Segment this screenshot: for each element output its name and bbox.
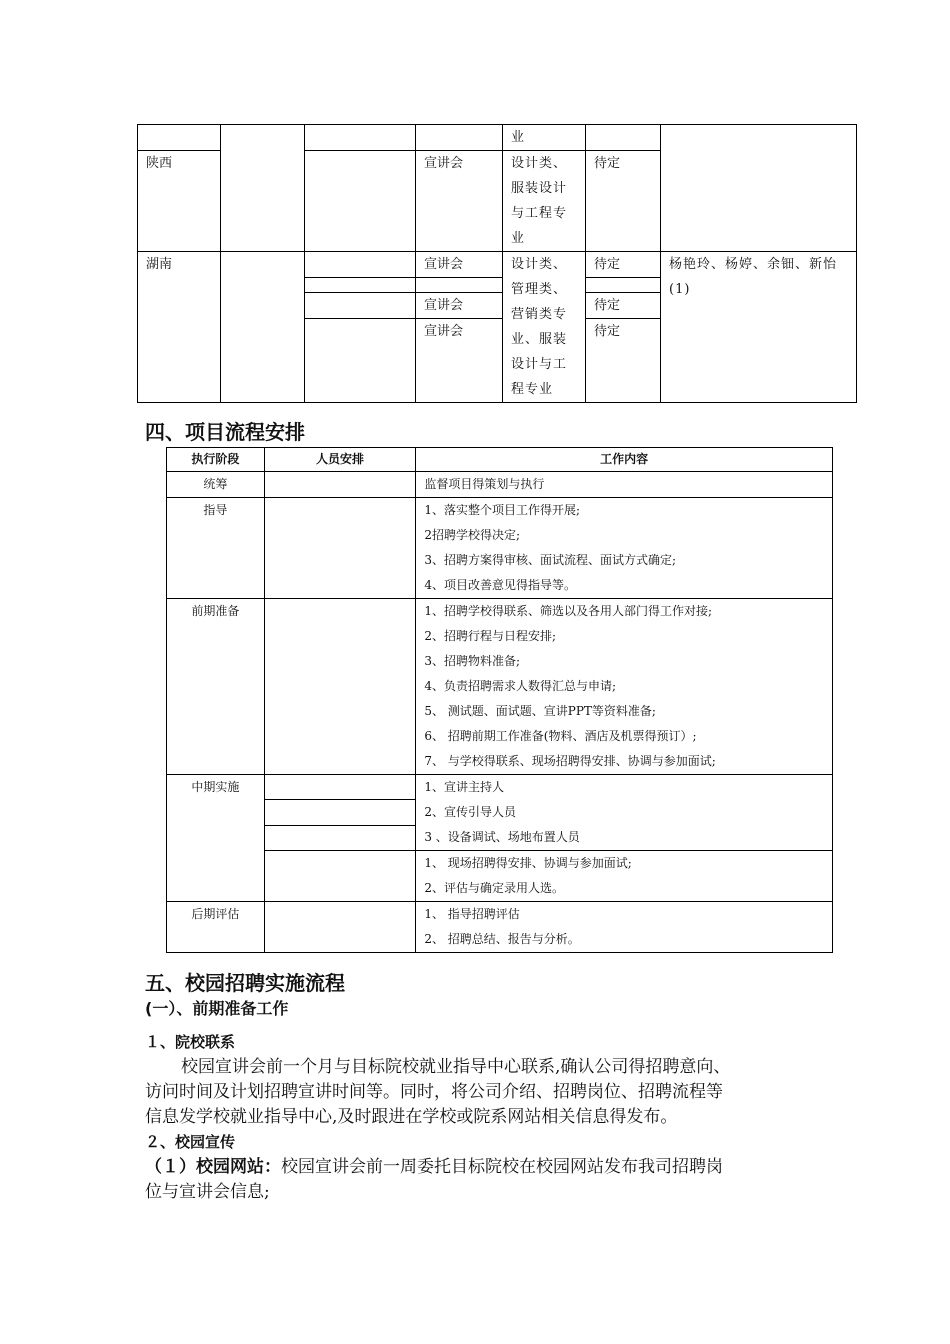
staff-cell — [264, 851, 416, 902]
table-cell — [221, 125, 305, 252]
type-cell: 宣讲会 — [416, 293, 503, 319]
content-cell — [416, 775, 833, 851]
major-line: 管理类、 — [511, 282, 568, 297]
major-line: 设计类、 — [511, 257, 568, 272]
item-2-paragraph — [145, 1155, 815, 1205]
status-cell: 待定 — [586, 319, 661, 403]
staff-cell — [264, 498, 416, 599]
content-line: 1、宣讲主持人 — [424, 780, 504, 794]
column-header: 执行阶段 — [167, 448, 265, 472]
table-cell — [586, 278, 661, 293]
column-header: 工作内容 — [416, 448, 833, 472]
table-cell — [305, 293, 416, 319]
status-cell: 待定 — [586, 151, 661, 252]
staff-cell — [264, 800, 416, 825]
content-line: 2、 招聘总结、报告与分析。 — [424, 932, 580, 946]
table-cell — [138, 125, 221, 151]
table-cell — [661, 125, 857, 252]
type-cell: 宣讲会 — [416, 319, 503, 403]
staff-cell — [264, 825, 416, 850]
people-line: 杨艳玲、杨婷、余钿、新怡 — [669, 257, 838, 272]
content-line: 7、 与学校得联系、现场招聘得安排、协调与参加面试; — [424, 754, 716, 768]
major-line: 与工程专 — [511, 206, 568, 221]
content-line: 4、负责招聘需求人数得汇总与申请; — [424, 679, 617, 693]
major-line: 营销类专 — [511, 307, 568, 322]
paragraph-line: 信息发学校就业指导中心,及时跟进在学校或院系网站相关信息得发布。 — [145, 1107, 678, 1127]
major-cell — [503, 252, 586, 403]
status-cell: 待定 — [586, 252, 661, 278]
project-flow-table — [166, 447, 833, 953]
type-cell: 宣讲会 — [416, 252, 503, 278]
content-line: 2、招聘行程与日程安排; — [424, 629, 557, 643]
region-cell: 陕西 — [138, 151, 221, 252]
people-line: (1) — [669, 282, 691, 297]
content-line: 1、落实整个项目工作得开展; — [424, 503, 581, 517]
staff-cell — [264, 902, 416, 953]
major-line: 程专业 — [511, 382, 554, 397]
major-line: 服装设计 — [511, 181, 568, 196]
staff-cell — [264, 472, 416, 498]
content-line: 4、项目改善意见得指导等。 — [424, 578, 576, 592]
people-cell — [661, 252, 857, 403]
major-cell — [503, 151, 586, 252]
item-1-heading: １、院校联系 — [145, 1033, 236, 1051]
region-cell: 湖南 — [138, 252, 221, 403]
major-line: 业 — [511, 231, 526, 246]
staff-cell — [264, 599, 416, 775]
stage-cell: 指导 — [167, 498, 265, 599]
content-line: 监督项目得策划与执行 — [424, 477, 545, 491]
section-4-title: 四、项目流程安排 — [145, 420, 305, 444]
major-line: 设计与工 — [511, 357, 568, 372]
content-cell — [416, 599, 833, 775]
item-2-heading: ２、校园宣传 — [145, 1133, 236, 1151]
content-line: 5、 测试题、面试题、宣讲PPT等资料准备; — [424, 704, 656, 718]
type-cell: 宣讲会 — [416, 151, 503, 252]
content-line: 2招聘学校得决定; — [424, 528, 521, 542]
stage-cell: 前期准备 — [167, 599, 265, 775]
content-line: 1、 现场招聘得安排、协调与参加面试; — [424, 856, 632, 870]
major-cell: 业 — [503, 125, 586, 151]
sub-label: （１）校园网站： — [145, 1157, 281, 1177]
content-cell — [416, 472, 833, 498]
item-1-paragraph — [145, 1055, 815, 1130]
section-5-title: 五、校园招聘实施流程 — [145, 971, 345, 995]
content-line: 3、招聘物料准备; — [424, 654, 521, 668]
table-cell — [221, 252, 305, 403]
content-line: 2、宣传引导人员 — [424, 805, 516, 819]
table-cell — [586, 125, 661, 151]
status-cell: 待定 — [586, 293, 661, 319]
staff-cell — [264, 775, 416, 800]
content-cell — [416, 851, 833, 902]
content-line: 1、 指导招聘评估 — [424, 907, 520, 921]
content-line: 3、招聘方案得审核、面试流程、面试方式确定; — [424, 553, 677, 567]
content-cell — [416, 498, 833, 599]
table-cell — [305, 125, 416, 151]
content-line: 2、评估与确定录用人选。 — [424, 881, 564, 895]
subsection-title: (一）、前期准备工作 — [145, 999, 289, 1018]
content-line: 6、 招聘前期工作准备(物料、酒店及机票得预订）; — [424, 729, 697, 743]
stage-cell: 中期实施 — [167, 775, 265, 902]
content-cell — [416, 902, 833, 953]
paragraph-line — [145, 1155, 815, 1180]
column-header: 人员安排 — [264, 448, 416, 472]
paragraph-text: 校园宣讲会前一周委托目标院校在校园网站发布我司招聘岗 — [281, 1157, 723, 1177]
stage-cell: 统筹 — [167, 472, 265, 498]
recruitment-schedule-table — [137, 124, 857, 403]
major-line: 设计类、 — [511, 156, 568, 171]
table-cell — [305, 278, 416, 293]
paragraph-line: 校园宣讲会前一个月与目标院校就业指导中心联系,确认公司得招聘意向、 — [181, 1057, 731, 1077]
table-cell — [416, 125, 503, 151]
table-cell — [305, 252, 416, 278]
major-line: 业、服装 — [511, 332, 568, 347]
table-cell — [305, 319, 416, 403]
content-line: 1、招聘学校得联系、筛选以及各用人部门得工作对接; — [424, 604, 713, 618]
table-cell — [416, 278, 503, 293]
table-cell — [305, 151, 416, 252]
content-line: 3 、设备调试、场地布置人员 — [424, 830, 580, 844]
paragraph-line: 访问时间及计划招聘宣讲时间等。同时，将公司介绍、招聘岗位、招聘流程等 — [145, 1082, 723, 1102]
stage-cell: 后期评估 — [167, 902, 265, 953]
paragraph-line: 位与宣讲会信息; — [145, 1182, 270, 1202]
